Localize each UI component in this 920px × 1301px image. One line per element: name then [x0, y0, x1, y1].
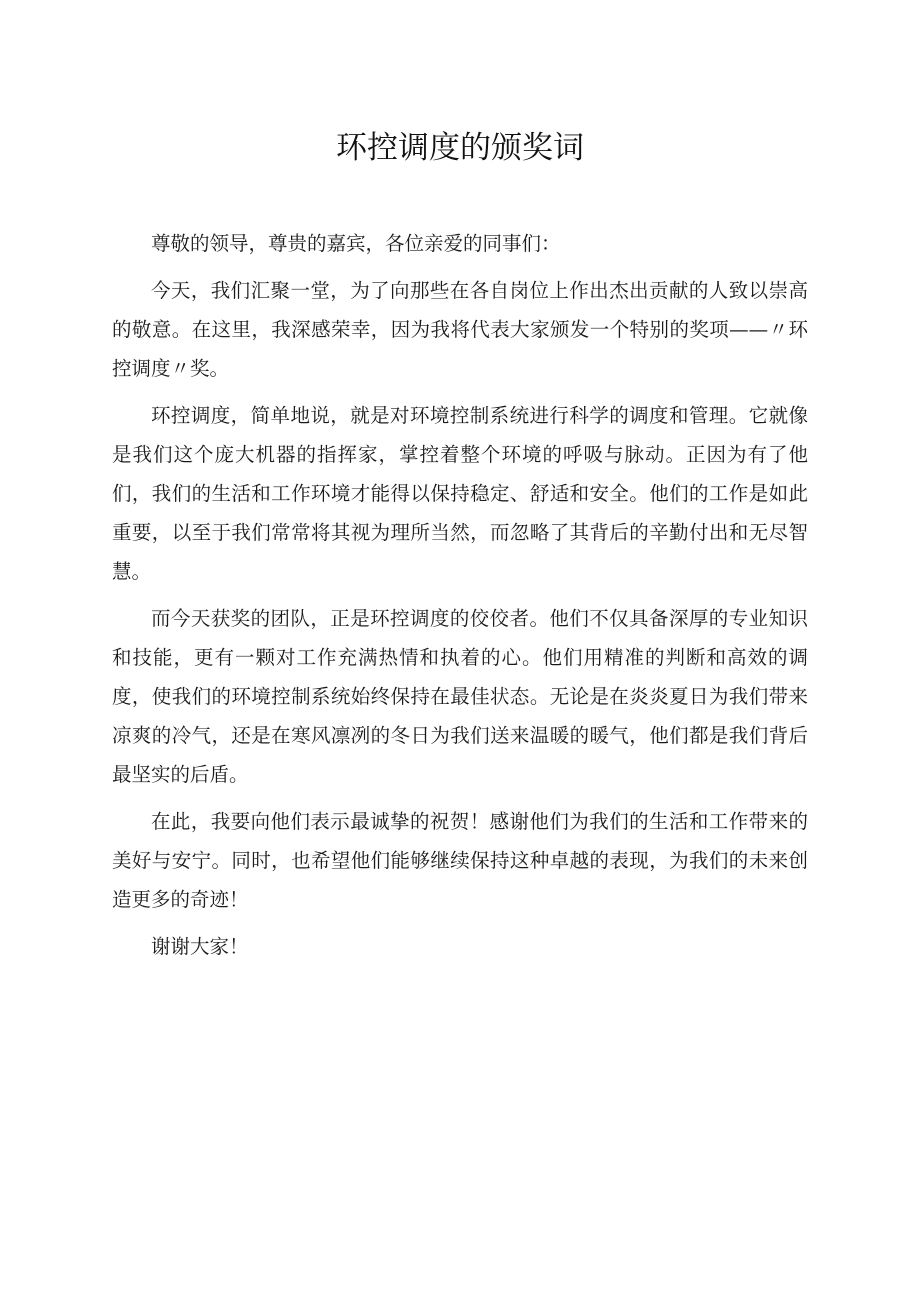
document-body	[112, 224, 808, 974]
paragraph-salutation: 尊敬的领导，尊贵的嘉宾，各位亲爱的同事们：	[151, 232, 561, 255]
paragraph-team-praise: 而今天获奖的团队，正是环控调度的佼佼者。他们不仅具备深厚的专业知识和技能，更有一颗对工作充满热情和执着的心。他们用精准的判断和高效的调度，使我们的环境控制系统始终保持在最佳状态。无论是在炎炎夏日为我们带来凉爽的冷气，还是在寒风凛冽的冬日为我们送来温暖的暖气，他们都是我们背后最坚实的后盾。	[112, 607, 808, 786]
paragraph-introduction: 今天，我们汇聚一堂，为了向那些在各自岗位上作出杰出贡献的人致以崇高的敬意。在这里，我深感荣幸，因为我将代表大家颁发一个特别的奖项——〃环控调度〃奖。	[112, 279, 808, 380]
paragraph-closing: 谢谢大家！	[151, 935, 249, 958]
document-title: 环控调度的颁奖词	[336, 130, 584, 166]
paragraph-definition: 环控调度，简单地说，就是对环境控制系统进行科学的调度和管理。它就像是我们这个庞大机器的指挥家，掌控着整个环境的呼吸与脉动。正因为有了他们，我们的生活和工作环境才能得以保持稳定、舒适和安全。他们的工作是如此重要，以至于我们常常将其视为理所当然，而忽略了其背后的辛勤付出和无尽智慧。	[112, 404, 808, 583]
paragraph-congratulations: 在此，我要向他们表示最诚挚的祝贺！感谢他们为我们的生活和工作带来的美好与安宁。同时，也希望他们能够继续保持这种卓越的表现，为我们的未来创造更多的奇迹！	[112, 810, 808, 911]
